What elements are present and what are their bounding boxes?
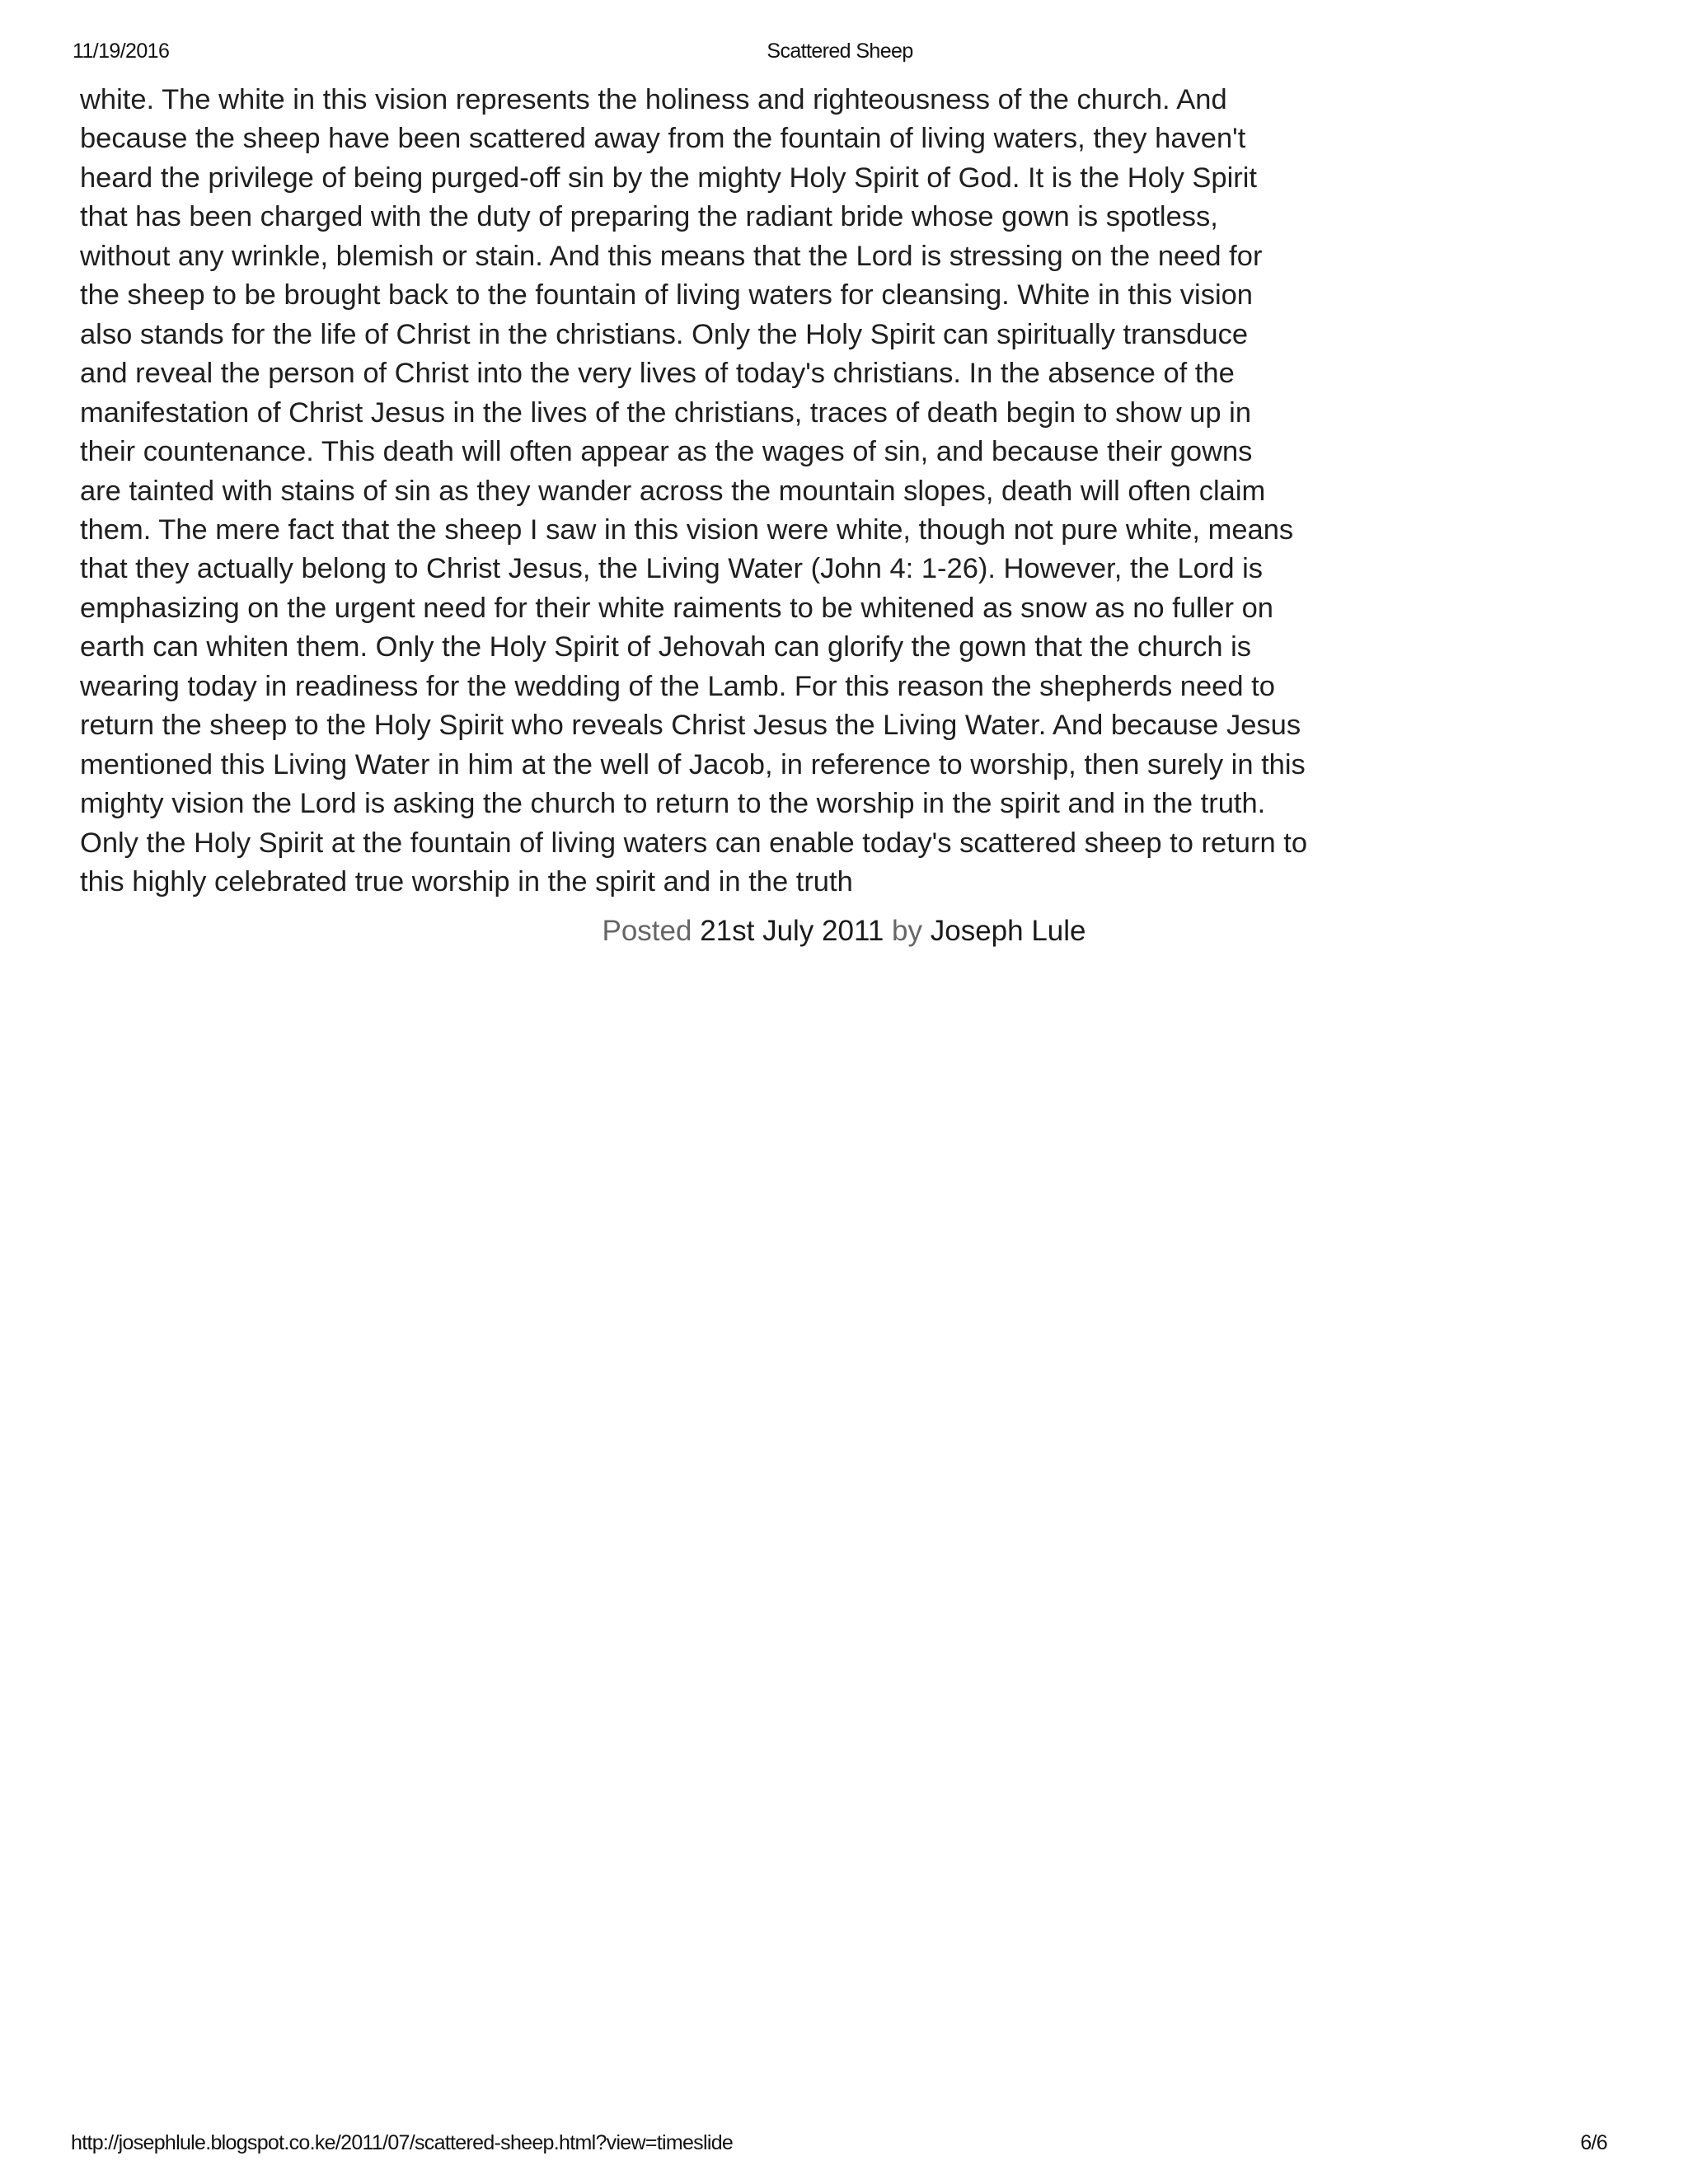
post-body-line: because the sheep have been scattered away from the fountain of living waters, they haven't (80, 123, 1246, 155)
post-body-line: return the sheep to the Holy Spirit who reveals Christ Jesus the Living Water. And because Jesus (80, 710, 1301, 742)
post-body-line: them. The mere fact that the sheep I saw in this vision were white, though not pure white, means (80, 513, 1294, 546)
print-header (73, 40, 1607, 66)
print-page-title: Scattered Sheep (767, 40, 913, 63)
post-body-line: white. The white in this vision represents the holiness and righteousness of the church. And (80, 84, 1227, 115)
post-body-line: this highly celebrated true worship in the spirit and in the truth (80, 866, 853, 898)
post-body-line: earth can whiten them. Only the Holy Spirit of Jehovah can glorify the gown that the church is (80, 631, 1252, 663)
print-date: 11/19/2016 (73, 40, 170, 63)
post-body-line: emphasizing on the urgent need for their white raiments to be whitened as snow as no fuller on (80, 592, 1273, 624)
post-body-line: and reveal the person of Christ into the very lives of today's christians. In the absence of the (80, 358, 1235, 390)
post-body-line: are tainted with stains of sin as they wander across the mountain slopes, death will often claim (80, 475, 1266, 507)
posted-label: Posted (602, 915, 692, 947)
print-footer (71, 2131, 1607, 2158)
post-body-line: manifestation of Christ Jesus in the lives of the christians, traces of death begin to show up in (80, 396, 1252, 429)
post-body-line: their countenance. This death will often appear as the wages of sin, and because their gowns (80, 436, 1253, 468)
post-body-line: without any wrinkle, blemish or stain. And this means that the Lord is stressing on the need for (80, 240, 1263, 272)
post-body-line: wearing today in readiness for the wedding of the Lamb. For this reason the shepherds need to (80, 670, 1275, 702)
post-body-line: mighty vision the Lord is asking the church to return to the worship in the spirit and in the truth. (80, 788, 1266, 820)
post-body-line: heard the privilege of being purged-off sin by the mighty Holy Spirit of God. It is the Holy Spirit (80, 162, 1258, 194)
post-body-line: mentioned this Living Water in him at the well of Jacob, in reference to worship, then surely in this (80, 748, 1306, 780)
by-label: by (892, 915, 922, 947)
post-date-link[interactable]: 21st July 2011 (700, 915, 884, 947)
post-body-line: also stands for the life of Christ in the christians. Only the Holy Spirit can spiritually transduce (80, 318, 1249, 350)
print-page-number: 6/6 (1580, 2131, 1607, 2154)
post-body-line: that they actually belong to Christ Jesus, the Living Water (John 4: 1-26). However, the Lord is (80, 553, 1264, 585)
post-body-line: that has been charged with the duty of preparing the radiant bride whose gown is spotless, (80, 201, 1218, 233)
author-link[interactable]: Joseph Lule (930, 915, 1086, 947)
print-url: http://josephlule.blogspot.co.ke/2011/07/scattered-sheep.html?view=timeslide (71, 2131, 734, 2154)
post-body-line: Only the Holy Spirit at the fountain of living waters can enable today's scattered sheep to return to (80, 827, 1308, 859)
post-body-line: the sheep to be brought back to the fountain of living waters for cleansing. White in this vision (80, 279, 1253, 312)
post-footer (0, 912, 1688, 951)
post-body (80, 81, 1382, 902)
